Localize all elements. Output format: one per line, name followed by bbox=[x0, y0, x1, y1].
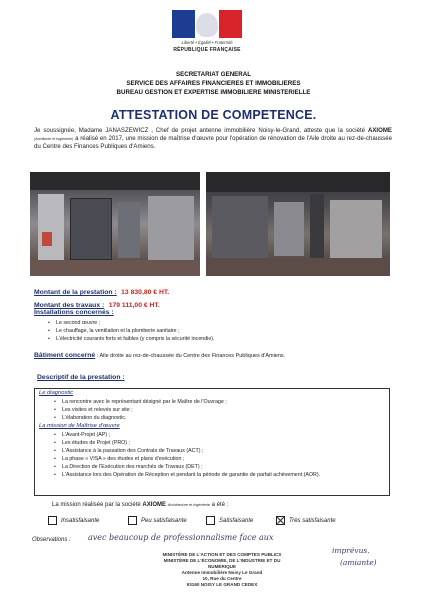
list-item: • L'élaboration du diagnostic. bbox=[40, 414, 380, 422]
option-label: Très satisfaisante bbox=[289, 517, 336, 524]
amount-travaux-value: 179 111,00 € HT. bbox=[108, 302, 160, 309]
stamp-line5: 93160 NOISY LE GRAND CEDEX bbox=[186, 582, 258, 587]
header-bureau: BUREAU GESTION ET EXPERTISE IMMOBILIERE MINISTERIELLE bbox=[116, 89, 311, 96]
option-peu-satisfaisante[interactable] bbox=[128, 516, 187, 525]
list-item: • L'Assistance lors des Opération de Réception et pendant la période de garantie de parfait achèvement (AOR). bbox=[40, 471, 380, 479]
list-item: • La rencontre avec le représentant désigné par le Maître de l'Ouvrage ; bbox=[40, 398, 380, 406]
amount-travaux-label: Montant des travaux : bbox=[34, 302, 105, 309]
checkbox-empty-icon[interactable] bbox=[128, 516, 137, 525]
intro-company-note: (Architecte et Ingénierie) bbox=[34, 137, 74, 141]
checkbox-checked-icon[interactable] bbox=[276, 516, 285, 525]
batiment-text: : Aile droite au rez-de-chaussée du Centre des Finances Publiques d'Amiens. bbox=[96, 353, 286, 359]
option-label: Peu satisfaisante bbox=[141, 517, 187, 524]
intro-part2: a réalisé en 2017, une mission de maîtrise d'œuvre pour l'opération de rénovation de l'Aile droite au rez-de-chaussée du Centre des Finances Publiques d'Amiens. bbox=[34, 135, 392, 150]
page-title: ATTESTATION DE COMPETENCE. bbox=[110, 108, 317, 122]
option-label: Satisfaisante bbox=[219, 517, 254, 524]
list-item: • Le second œuvre ; bbox=[34, 319, 374, 327]
list-item: • L'Avant-Projet (AP) ; bbox=[40, 431, 380, 439]
option-tres-satisfaisante[interactable] bbox=[276, 516, 336, 525]
header-secretariat: SECRETARIAT GENERAL bbox=[175, 71, 252, 78]
batiment-concerne bbox=[34, 352, 394, 359]
list-item: • Les études de Projet (PRO) ; bbox=[40, 439, 380, 447]
evaluation-prefix: La mission réalisée par la société bbox=[52, 502, 141, 508]
option-satisfaisante[interactable] bbox=[206, 516, 253, 525]
intro-part1: Je soussignée, Madame JANASZEWICZ , Chef de projet antenne immobilière Noisy-le-Grand, atteste que la société bbox=[34, 127, 366, 134]
list-item: • Les visites et relevés sur site ; bbox=[40, 406, 380, 414]
checkbox-empty-icon[interactable] bbox=[48, 516, 57, 525]
stamp-line1: MINISTÈRE DE L'ACTION ET DES COMPTES PUBLICS bbox=[162, 552, 282, 557]
observations-label: Observations : bbox=[32, 537, 71, 543]
evaluation-company: AXIOME bbox=[142, 502, 167, 508]
option-insatisfaisante[interactable] bbox=[48, 516, 99, 525]
marianne-icon bbox=[196, 13, 218, 37]
list-item: • La Direction de l'Exécution des marchés de Travaux (DET) ; bbox=[40, 463, 380, 471]
diagnostic-title: Le diagnostic bbox=[39, 390, 74, 396]
descriptif-heading: Descriptif de la prestation : bbox=[37, 374, 125, 381]
observations-handwriting-line3: (amiante) bbox=[340, 558, 377, 567]
header-service: SERVICE DES AFFAIRES FINANCIERES ET IMMOBILIERES bbox=[126, 80, 301, 87]
list-item: • Le chauffage, la ventilation et la plomberie sanitaire ; bbox=[34, 327, 374, 335]
intro-company: AXIOME bbox=[367, 127, 392, 134]
intro-paragraph bbox=[34, 127, 392, 151]
evaluation-company-note: Architecture et Ingénierie bbox=[167, 503, 210, 507]
observations-handwriting-line2: imprévus. bbox=[332, 546, 370, 555]
republique-francaise-logo bbox=[168, 10, 246, 54]
evaluation-suffix: a été : bbox=[211, 502, 229, 508]
stamp-line3: Antenne Immobilière Noisy Le Grand bbox=[181, 570, 263, 575]
official-stamp bbox=[152, 552, 292, 588]
checkbox-empty-icon[interactable] bbox=[206, 516, 215, 525]
amount-prestation-label: Montant de la prestation : bbox=[34, 289, 117, 296]
logo-republic-text: RÉPUBLIQUE FRANÇAISE bbox=[173, 47, 241, 53]
amount-prestation-value: 13 830,80 € HT. bbox=[121, 289, 170, 296]
moe-title: La mission de Maîtrise d'œuvre bbox=[39, 423, 120, 429]
list-item: • L'électricité courants forts et faibles (y compris la sécurité incendie). bbox=[34, 335, 374, 343]
installations-list bbox=[34, 319, 374, 343]
site-photo-hall bbox=[206, 172, 390, 276]
stamp-line2: MINISTÈRE DE L'ÉCONOMIE, DE L'INDUSTRIE ET DU NUMÉRIQUE bbox=[163, 558, 281, 569]
installations-heading: Installations concernés : bbox=[34, 309, 114, 316]
diagnostic-list bbox=[40, 398, 380, 422]
batiment-label: Bâtiment concerné bbox=[34, 352, 96, 359]
list-item: • La phase « VISA » des études et plans d'exécution ; bbox=[40, 455, 380, 463]
site-photo-corridor bbox=[30, 172, 200, 276]
observations-handwriting-line1: avec beaucoup de professionnalisme face aux bbox=[88, 533, 274, 542]
option-label: Insatisfaisante bbox=[61, 517, 100, 524]
moe-list bbox=[40, 431, 380, 479]
evaluation-line bbox=[52, 502, 228, 508]
stamp-line4: 10, Rue du Centre bbox=[202, 576, 242, 581]
list-item: • L'Assistance à la passation des Contrats de Travaux (ACT) ; bbox=[40, 447, 380, 455]
logo-motto: Liberté • Égalité • Fraternité bbox=[181, 40, 233, 45]
